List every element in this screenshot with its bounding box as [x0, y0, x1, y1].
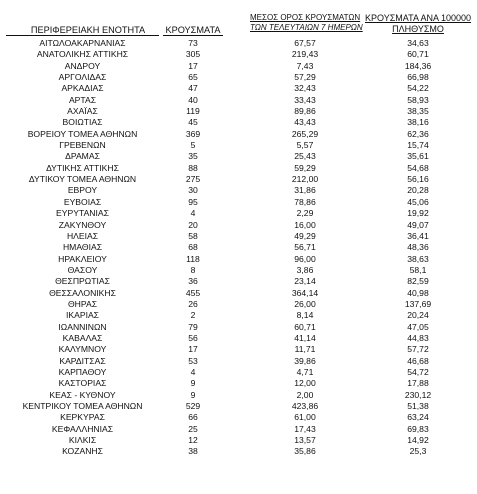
region-cell: ΕΥΡΥΤΑΝΙΑΣ: [56, 208, 109, 219]
region-cell: ΚΑΣΤΟΡΙΑΣ: [58, 378, 107, 389]
seven-day-average-cell: 61,00: [294, 412, 316, 423]
region-cell: ΑΝΑΤΟΛΙΚΗΣ ΑΤΤΙΚΗΣ: [36, 49, 129, 60]
seven-day-average-cell: 8,14: [296, 310, 314, 321]
cases-per-100000-cell: 48,36: [407, 242, 429, 253]
region-cell: ΔΥΤΙΚΗΣ ΑΤΤΙΚΗΣ: [46, 162, 119, 173]
cases-per-100000-cell: 54,72: [407, 366, 429, 377]
region-cell: ΚΕΑΣ - ΚΥΘΝΟΥ: [49, 389, 116, 400]
region-cell: ΚΑΛΥΜΝΟΥ: [58, 344, 107, 355]
cases-cell: 26: [188, 298, 198, 309]
seven-day-average-cell: 12,00: [294, 378, 316, 389]
region-cell: ΑΙΤΩΛΟΑΚΑΡΝΑΝΙΑΣ: [39, 38, 126, 48]
cases-per-100000-cell: 58,93: [407, 94, 429, 105]
seven-day-average-cell: 35,86: [294, 446, 316, 457]
seven-day-average-cell: 49,29: [294, 230, 316, 241]
header-region: ΠΕΡΙΦΕΡΕΙΑΚΗ ΕΝΟΤΗΤΑ: [30, 25, 146, 35]
region-cell: ΘΗΡΑΣ: [67, 298, 98, 309]
region-cell: ΚΑΡΔΙΤΣΑΣ: [59, 355, 106, 366]
seven-day-average-cell: 59,29: [294, 162, 316, 173]
cases-per-100000-cell: 60,71: [407, 49, 429, 60]
cases-per-100000-cell: 17,88: [407, 378, 429, 389]
cases-per-100000-cell: 57,72: [407, 344, 429, 355]
seven-day-average-cell: 31,86: [294, 185, 316, 196]
header-region-underline: [6, 35, 159, 36]
seven-day-average-cell: 96,00: [294, 253, 316, 264]
table-body: [0, 38, 477, 458]
seven-day-average-cell: 43,43: [294, 117, 316, 128]
cases-cell: 275: [185, 174, 201, 185]
table-row: [0, 185, 477, 196]
region-cell: ΗΜΑΘΙΑΣ: [62, 242, 103, 253]
table-row: [0, 61, 477, 72]
table-row: [0, 299, 477, 310]
table-row: [0, 412, 477, 423]
seven-day-average-cell: 78,86: [294, 196, 316, 207]
cases-cell: 4: [190, 366, 196, 377]
table-row: [0, 38, 477, 49]
seven-day-average-cell: 364,14: [291, 287, 319, 298]
cases-per-100000-cell: 63,24: [407, 412, 429, 423]
cases-cell: 305: [185, 49, 201, 60]
cases-per-100000-cell: 44,83: [407, 332, 429, 343]
cases-cell: 2: [190, 310, 196, 321]
cases-cell: 529: [185, 401, 201, 411]
cases-cell: 119: [186, 106, 200, 117]
cases-cell: 20: [188, 219, 198, 230]
table-row: [0, 390, 477, 401]
cases-cell: 30: [188, 185, 198, 196]
cases-cell: 40: [188, 94, 198, 105]
cases-per-100000-cell: 34,63: [407, 38, 429, 48]
cases-cell: 53: [188, 355, 198, 366]
table-row: [0, 265, 477, 276]
cases-per-100000-cell: 45,06: [407, 196, 429, 207]
seven-day-average-cell: 3,86: [296, 264, 314, 275]
seven-day-average-cell: 41,14: [294, 332, 316, 343]
cases-per-100000-cell: 20,24: [407, 310, 429, 321]
table-row: [0, 367, 477, 378]
table-row: [0, 231, 477, 242]
region-cell: ΑΧΑΪΑΣ: [67, 106, 98, 117]
cases-per-100000-cell: 184,36: [404, 60, 432, 71]
region-cell: ΖΑΚΥΝΘΟΥ: [58, 219, 107, 230]
table-row: [0, 163, 477, 174]
seven-day-average-cell: 2,00: [296, 389, 314, 400]
cases-per-100000-cell: 15,74: [407, 140, 429, 151]
table-row: [0, 220, 477, 231]
cases-per-100000-cell: 82,59: [407, 276, 429, 287]
cases-per-100000-cell: 56,16: [407, 174, 429, 185]
cases-per-100000-cell: 47,05: [407, 321, 429, 332]
region-cell: ΚΕΝΤΡΙΚΟΥ ΤΟΜΕΑ ΑΘΗΝΩΝ: [22, 401, 143, 411]
region-cell: ΕΒΡΟΥ: [67, 185, 98, 196]
cases-per-100000-cell: 51,38: [407, 401, 429, 411]
table-row: [0, 49, 477, 60]
table-row: [0, 424, 477, 435]
seven-day-average-cell: 39,86: [294, 355, 316, 366]
cases-per-100000-cell: 25,3: [409, 446, 427, 457]
region-cell: ΚΕΡΚΥΡΑΣ: [60, 412, 105, 423]
region-cell: ΒΟΙΩΤΙΑΣ: [62, 117, 103, 128]
region-cell: ΚΑΡΠΑΘΟΥ: [58, 366, 107, 377]
seven-day-average-cell: 89,86: [294, 106, 316, 117]
region-cell: ΘΑΣΟΥ: [67, 264, 98, 275]
seven-day-average-cell: 265,29: [291, 128, 319, 139]
header-cases: ΚΡΟΥΣΜΑΤΑ: [165, 25, 221, 35]
table-row: [0, 117, 477, 128]
region-cell: ΚΕΦΑΛΛΗΝΙΑΣ: [51, 423, 114, 434]
cases-cell: 38: [188, 446, 198, 457]
table-row: [0, 254, 477, 265]
cases-cell: 88: [188, 162, 198, 173]
cases-cell: 9: [190, 389, 196, 400]
header-avg-line2: ΤΩΝ ΤΕΛΕΥΤΑΙΩΝ 7 ΗΜΕΡΩΝ: [250, 23, 363, 32]
seven-day-average-cell: 26,00: [294, 298, 316, 309]
cases-per-100000-cell: 38,35: [407, 106, 429, 117]
seven-day-average-cell: 33,43: [294, 94, 316, 105]
table-row: [0, 129, 477, 140]
seven-day-average-cell: 23,14: [294, 276, 316, 287]
cases-per-100000-cell: 49,07: [407, 219, 429, 230]
region-cell: ΘΕΣΣΑΛΟΝΙΚΗΣ: [49, 287, 116, 298]
table-row: [0, 276, 477, 287]
seven-day-average-cell: 13,57: [294, 435, 316, 446]
table-row: [0, 83, 477, 94]
table-row: [0, 435, 477, 446]
cases-cell: 58: [188, 230, 198, 241]
cases-cell: 45: [188, 117, 198, 128]
cases-per-100000-cell: 36,41: [407, 230, 429, 241]
cases-per-100000-cell: 35,61: [407, 151, 429, 162]
cases-cell: 455: [185, 287, 201, 298]
table-row: [0, 310, 477, 321]
cases-cell: 65: [188, 72, 198, 83]
cases-per-100000-cell: 54,22: [407, 83, 429, 94]
table-row: [0, 288, 477, 299]
cases-per-100000-cell: 62,36: [407, 128, 429, 139]
seven-day-average-cell: 67,57: [294, 38, 316, 48]
seven-day-average-cell: 212,00: [291, 174, 319, 185]
region-cell: ΑΡΤΑΣ: [68, 94, 97, 105]
header-cases-per-100000: [362, 13, 474, 35]
cases-cell: 17: [188, 344, 198, 355]
region-cell: ΓΡΕΒΕΝΩΝ: [59, 140, 106, 151]
cases-cell: 79: [188, 321, 198, 332]
table-row: [0, 446, 477, 457]
table-row: [0, 378, 477, 389]
seven-day-average-cell: 32,43: [294, 83, 316, 94]
table-row: [0, 197, 477, 208]
cases-per-100000-cell: 20,28: [407, 185, 429, 196]
region-cell: ΒΟΡΕΙΟΥ ΤΟΜΕΑ ΑΘΗΝΩΝ: [27, 128, 138, 139]
region-cell: ΚΙΛΚΙΣ: [68, 435, 97, 446]
table-row: [0, 322, 477, 333]
table-row: [0, 401, 477, 412]
table-row: [0, 140, 477, 151]
cases-cell: 25: [188, 423, 198, 434]
region-cell: ΑΡΓΟΛΙΔΑΣ: [58, 72, 107, 83]
region-cell: ΑΝΔΡΟΥ: [64, 60, 101, 71]
cases-per-100000-cell: 66,98: [407, 72, 429, 83]
header-avg-line1: ΜΕΣΟΣ ΟΡΟΣ ΚΡΟΥΣΜΑΤΩΝ: [250, 13, 361, 22]
cases-per-100000-cell: 38,63: [407, 253, 429, 264]
cases-cell: 56: [188, 332, 198, 343]
seven-day-average-cell: 16,00: [294, 219, 316, 230]
table-row: [0, 95, 477, 106]
table-row: [0, 356, 477, 367]
table-row: [0, 333, 477, 344]
cases-per-100000-cell: 14,92: [407, 435, 429, 446]
region-cell: ΚΟΖΑΝΗΣ: [62, 446, 103, 457]
cases-cell: 9: [190, 378, 196, 389]
table-row: [0, 208, 477, 219]
seven-day-average-cell: 57,29: [294, 72, 316, 83]
seven-day-average-cell: 17,43: [294, 423, 316, 434]
seven-day-average-cell: 25,43: [294, 151, 316, 162]
region-cell: ΚΑΒΑΛΑΣ: [62, 332, 103, 343]
region-cell: ΙΩΑΝΝΙΝΩΝ: [58, 321, 107, 332]
seven-day-average-cell: 60,71: [294, 321, 316, 332]
cases-cell: 47: [188, 83, 198, 94]
cases-per-100000-cell: 58,1: [409, 264, 427, 275]
cases-per-100000-cell: 137,69: [404, 298, 432, 309]
cases-cell: 66: [188, 412, 198, 423]
cases-cell: 118: [186, 253, 200, 264]
table-row: [0, 72, 477, 83]
seven-day-average-cell: 56,71: [294, 242, 316, 253]
header-cases-underline: [163, 35, 223, 36]
seven-day-average-cell: 7,43: [296, 60, 314, 71]
cases-cell: 369: [185, 128, 201, 139]
region-cell: ΔΡΑΜΑΣ: [65, 151, 100, 162]
cases-cell: 8: [190, 264, 196, 275]
seven-day-average-cell: 11,71: [294, 344, 316, 355]
cases-cell: 95: [188, 196, 198, 207]
cases-cell: 68: [188, 242, 198, 253]
seven-day-average-cell: 5,57: [296, 140, 314, 151]
seven-day-average-cell: 423,86: [291, 401, 319, 411]
region-cell: ΔΥΤΙΚΟΥ ΤΟΜΕΑ ΑΘΗΝΩΝ: [28, 174, 137, 185]
region-cell: ΑΡΚΑΔΙΑΣ: [61, 83, 104, 94]
table-row: [0, 174, 477, 185]
cases-per-100000-cell: 69,83: [407, 423, 429, 434]
region-cell: ΗΛΕΙΑΣ: [66, 230, 99, 241]
cases-per-100000-cell: 19,92: [407, 208, 429, 219]
region-cell: ΗΡΑΚΛΕΙΟΥ: [58, 253, 107, 264]
seven-day-average-cell: 2,29: [296, 208, 314, 219]
cases-cell: 4: [190, 208, 196, 219]
cases-cell: 17: [188, 60, 198, 71]
cases-per-100000-cell: 46,68: [407, 355, 429, 366]
cases-cell: 5: [190, 140, 196, 151]
table-row: [0, 106, 477, 117]
cases-per-100000-cell: 230,12: [404, 389, 432, 400]
header-per-line2: ΠΛΗΘΥΣΜΟ: [392, 24, 444, 34]
region-cell: ΙΚΑΡΙΑΣ: [65, 310, 99, 321]
cases-per-100000-cell: 40,98: [407, 287, 429, 298]
cases-cell: 73: [188, 38, 198, 48]
header-seven-day-average: [250, 13, 363, 33]
table-row: [0, 344, 477, 355]
cases-cell: 35: [188, 151, 198, 162]
seven-day-average-cell: 4,71: [296, 366, 314, 377]
table-row: [0, 151, 477, 162]
cases-per-100000-cell: 54,68: [407, 162, 429, 173]
region-cell: ΘΕΣΠΡΩΤΙΑΣ: [55, 276, 110, 287]
cases-per-100000-cell: 38,16: [407, 117, 429, 128]
cases-cell: 12: [188, 435, 198, 446]
seven-day-average-cell: 219,43: [291, 49, 319, 60]
header-per-line1: ΚΡΟΥΣΜΑΤΑ ΑΝΑ 100000: [365, 13, 471, 23]
cases-cell: 36: [188, 276, 198, 287]
table-row: [0, 242, 477, 253]
region-cell: ΕΥΒΟΙΑΣ: [63, 196, 102, 207]
